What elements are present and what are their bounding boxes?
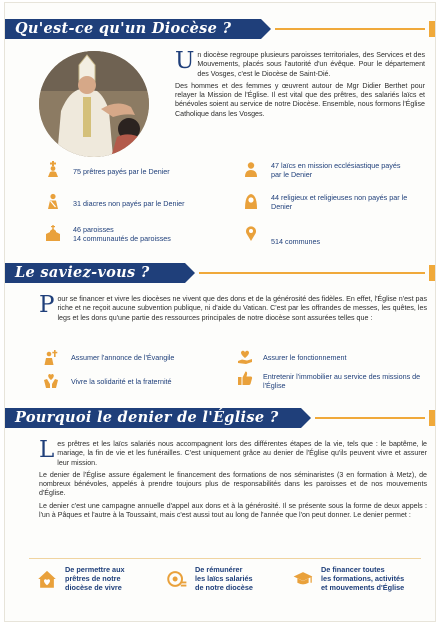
person-icon bbox=[243, 161, 259, 177]
hands-heart-icon bbox=[43, 372, 59, 388]
item-fonctionnement: Assurer le fonctionnement bbox=[263, 353, 347, 362]
permit-laics-line1: De rémunérer bbox=[195, 565, 243, 574]
item-immobilier: Entretenir l'immobilier au service des missions de l'Église bbox=[263, 372, 421, 391]
section2-banner bbox=[5, 263, 435, 283]
stat-deacons: 31 diacres non payés par le Denier bbox=[73, 199, 185, 208]
permit-priests bbox=[65, 565, 125, 592]
graduation-icon bbox=[293, 569, 313, 589]
banner-tick bbox=[429, 265, 435, 281]
banner-tick bbox=[429, 21, 435, 37]
permit-laics-line3: de notre diocèse bbox=[195, 583, 253, 592]
permit-laics-line2: les laïcs salariés bbox=[195, 574, 253, 583]
section2-para: our se financer et vivre les diocèses ne vivent que des dons et de la générosité des fidèles. En effet, l'Église n'est pas riche et ne reçoit aucune subvention publique, ni d'aide du Vatican. C'est par les offrandes de messes, les quêtes, les legs et les dons qu'une partie des ressources principales de notre diocèse sont assurées telles que : bbox=[57, 295, 427, 322]
stat-laics: 47 laïcs en mission ecclésiastique payés par le Denier bbox=[271, 161, 401, 180]
section1-title: Qu'est-ce qu'un Diocèse ? bbox=[5, 19, 261, 39]
coins-icon bbox=[167, 569, 187, 589]
permit-formations-line3: et mouvements d'Église bbox=[321, 583, 405, 592]
stat-parishes bbox=[73, 225, 171, 244]
stat-parishes-line2: 14 communautés de paroisses bbox=[73, 234, 171, 244]
section1-banner bbox=[5, 19, 435, 39]
permit-laics bbox=[195, 565, 253, 592]
stat-parishes-line1: 46 paroisses bbox=[73, 225, 114, 234]
permit-formations-line1: De financer toutes bbox=[321, 565, 385, 574]
permit-formations-line2: les formations, activités bbox=[321, 574, 405, 583]
stat-communes: 514 communes bbox=[271, 237, 321, 246]
section3-text bbox=[39, 437, 427, 523]
thumbs-up-icon bbox=[237, 370, 253, 386]
cross-person-icon bbox=[43, 349, 59, 365]
permit-priests-line3: diocèse de vivre bbox=[65, 583, 122, 592]
nun-icon bbox=[243, 193, 259, 209]
permit-priests-line1: De permettre aux bbox=[65, 565, 125, 574]
bishop-photo bbox=[39, 51, 149, 157]
section1-para2: Des hommes et des femmes y œuvrent autour de Mgr Didier Berthet pour relayer la Mission de l'Église. Il est vital que des prêtres, des salariés laïcs et bénévoles soient au service de notre Diocèse. Ensemble, nous formons l'Église Catholique dans les Vosges. bbox=[175, 81, 425, 118]
banner-tick bbox=[429, 410, 435, 426]
stat-priests: 75 prêtres payés par le Denier bbox=[73, 167, 170, 176]
banner-rule bbox=[199, 272, 425, 274]
leaflet-page bbox=[4, 2, 436, 622]
church-icon bbox=[45, 225, 61, 241]
section1-para1: n diocèse regroupe plusieurs paroisses territoriales, des Services et des Mouvements, placés sous l'autorité d'un évêque. Pour le département des Vosges, c'est le Diocèse de Saint-Dié. bbox=[197, 51, 425, 78]
drop-letter: U bbox=[175, 48, 195, 74]
section3-para1: es prêtres et les laïcs salariés nous accompagnent lors des différentes étapes de la vie, tels que : le baptême, le mariage, la fin de vie et les funérailles. C'est uniquement grâce au denier de l'Église qu'ils peuvent vivre et assurer leur mission. bbox=[57, 440, 427, 467]
stat-religious: 44 religieux et religieuses non payés par le Denier bbox=[271, 193, 408, 212]
heart-hand-icon bbox=[237, 349, 253, 365]
map-pin-icon bbox=[243, 225, 259, 241]
priest-icon bbox=[45, 161, 61, 177]
section2-title: Le saviez-vous ? bbox=[5, 263, 185, 283]
section2-text bbox=[39, 292, 427, 323]
section3-para2: Le denier de l'Église assure également le financement des formations de nos séminaristes (3 en formation à Metz), de nombreux bénévoles, appelés à prendre toujours plus de responsabilités dans les paroisses et de nos mouvements d'Église. bbox=[39, 470, 427, 498]
permit-formations bbox=[321, 565, 404, 592]
permits-row bbox=[29, 558, 421, 602]
section1-text bbox=[175, 48, 425, 122]
item-solidarite: Vivre la solidarité et la fraternité bbox=[71, 377, 172, 386]
drop-letter: P bbox=[39, 292, 55, 318]
item-evangile: Assumer l'annonce de l'Évangile bbox=[71, 353, 175, 362]
section3-banner bbox=[5, 408, 435, 428]
deacon-icon bbox=[45, 193, 61, 209]
banner-rule bbox=[275, 28, 425, 30]
section3-title: Pourquoi le denier de l'Église ? bbox=[5, 408, 301, 428]
banner-rule bbox=[315, 417, 425, 419]
house-heart-icon bbox=[37, 569, 57, 589]
section3-para3: Le denier c'est une campagne annuelle d'appel aux dons et à la générosité. Il se présente sous la forme de deux appels : l'un à Pâques et l'autre à la Toussaint, mais c'est aussi tout au long de l'année que l'on peut donner. Le denier permet : bbox=[39, 501, 427, 520]
drop-letter: L bbox=[39, 437, 55, 463]
permit-priests-line2: prêtres de notre bbox=[65, 574, 121, 583]
